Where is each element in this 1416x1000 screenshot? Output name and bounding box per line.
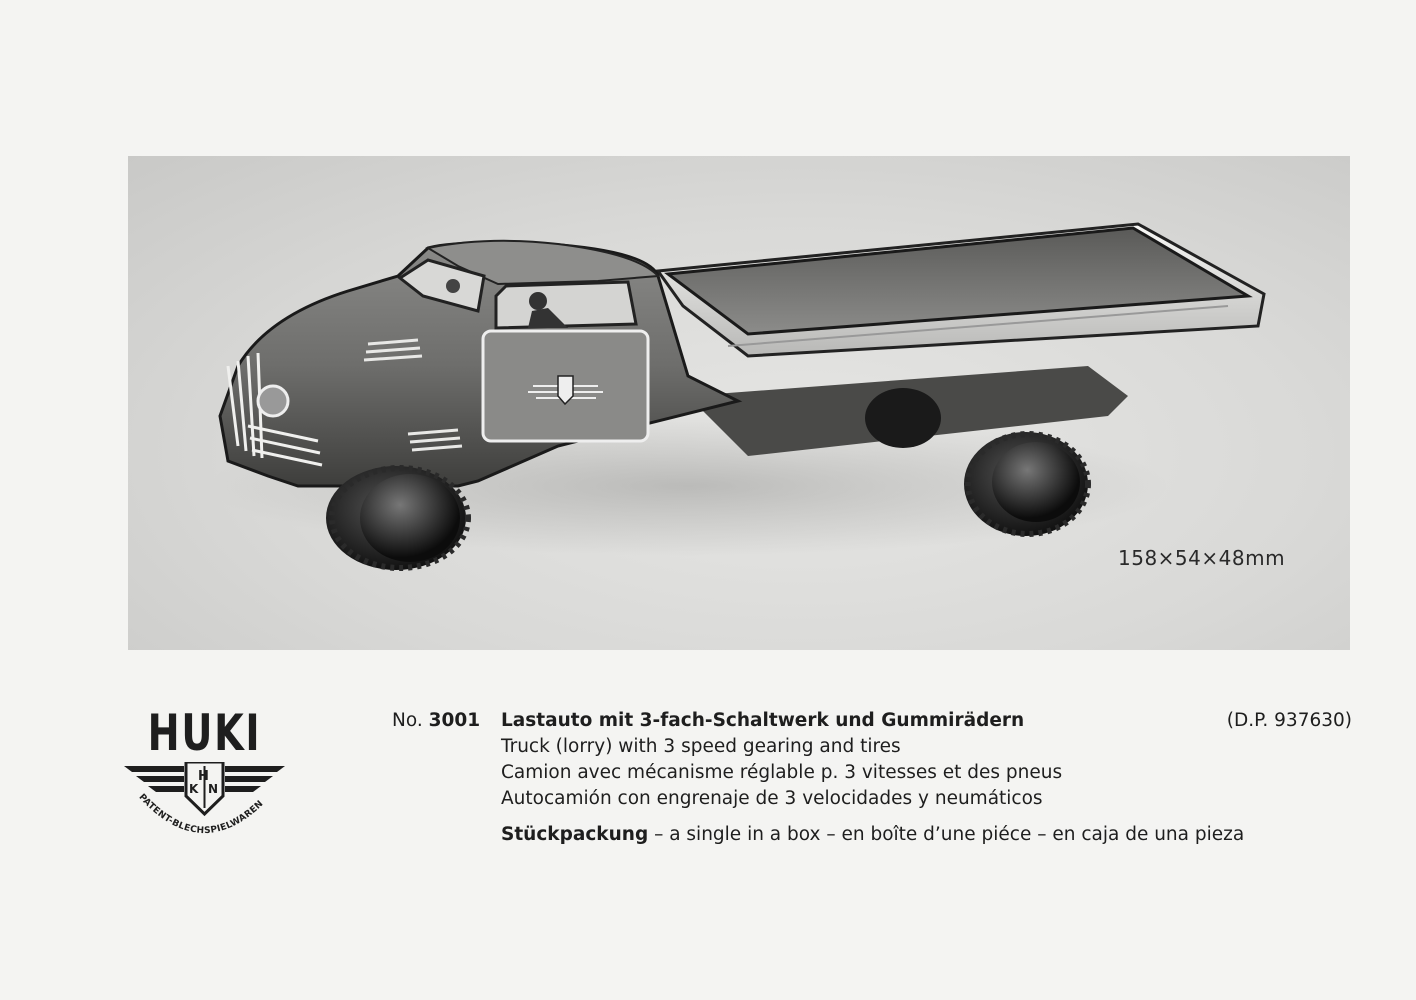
item-number xyxy=(392,708,480,734)
logo-brand: HUKI xyxy=(147,704,262,762)
packing-label: Stückpackung xyxy=(501,824,649,845)
item-number-prefix: No. xyxy=(392,710,423,731)
product-photo xyxy=(128,156,1350,650)
huki-logo xyxy=(122,704,287,858)
shield-letter-k: K xyxy=(189,782,199,796)
title-german: Lastauto mit 3-fach-Schaltwerk und Gummirädern xyxy=(501,710,1025,731)
patent-number: (D.P. 937630) xyxy=(1226,710,1352,731)
item-number-value: 3001 xyxy=(428,710,481,731)
packing-text: – a single in a box – en boîte d’une piéce – en caja de una pieza xyxy=(648,824,1245,845)
winged-shield-icon xyxy=(122,762,287,858)
packing-info xyxy=(501,822,1261,848)
logo-arc-text: PATENT-BLECHSPIELWAREN xyxy=(136,792,266,837)
title-french: Camion avec mécanisme réglable p. 3 vitesses et des pneus xyxy=(501,762,1063,783)
shield-letter-n: N xyxy=(208,782,219,796)
shield-letter-h: H xyxy=(198,769,209,784)
toy-truck-illustration xyxy=(128,156,1350,650)
dimensions-label: 158×54×48mm xyxy=(1118,546,1286,570)
title-english: Truck (lorry) with 3 speed gearing and tires xyxy=(501,736,901,757)
title-spanish: Autocamión con engrenaje de 3 velocidades y neumáticos xyxy=(501,788,1043,809)
multilingual-titles xyxy=(501,708,1261,848)
